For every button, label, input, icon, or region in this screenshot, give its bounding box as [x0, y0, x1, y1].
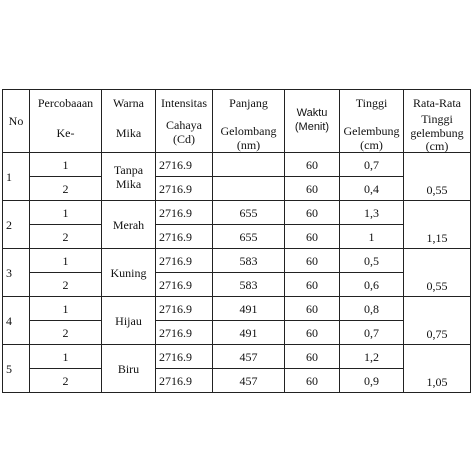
table-row [3, 297, 471, 321]
header-warna-line2: Mika [115, 126, 142, 140]
cell-intensitas: 2716.9 [156, 297, 213, 321]
table-row [3, 249, 471, 273]
cell-rata: 1,15 [404, 201, 471, 249]
cell-panjang: 457 [213, 345, 285, 369]
cell-panjang: 583 [213, 273, 285, 297]
header-rata-line1: Rata-Rata [413, 96, 461, 110]
cell-panjang: 655 [213, 201, 285, 225]
cell-panjang [213, 177, 285, 201]
header-no: No [3, 90, 30, 153]
cell-rata: 1,05 [404, 345, 471, 393]
cell-panjang: 583 [213, 249, 285, 273]
header-rata-line3: gelembung [410, 126, 464, 140]
cell-tinggi: 0,5 [340, 249, 404, 273]
cell-ke: 1 [30, 297, 102, 321]
cell-ke: 2 [30, 273, 102, 297]
cell-ke: 1 [30, 345, 102, 369]
header-rata [404, 90, 471, 153]
header-panjang-line2: Gelombang [220, 124, 277, 138]
cell-waktu: 60 [285, 297, 340, 321]
cell-warna: Biru [102, 345, 156, 393]
cell-no: 5 [3, 345, 30, 393]
header-intensitas-line2: Cahaya [166, 118, 202, 132]
header-tinggi-line3: (cm) [360, 138, 383, 152]
header-intensitas-line3: (Cd) [173, 132, 195, 146]
header-waktu-line2: (Menit) [294, 121, 330, 133]
table-row [3, 225, 471, 249]
cell-intensitas: 2716.9 [156, 249, 213, 273]
cell-waktu: 60 [285, 177, 340, 201]
cell-ke: 2 [30, 369, 102, 393]
cell-rata: 0,55 [404, 249, 471, 297]
cell-panjang: 491 [213, 297, 285, 321]
cell-waktu: 60 [285, 153, 340, 177]
cell-tinggi: 0,6 [340, 273, 404, 297]
cell-waktu: 60 [285, 273, 340, 297]
cell-panjang: 457 [213, 369, 285, 393]
header-intensitas-line1: Intensitas [161, 96, 207, 110]
cell-ke: 1 [30, 153, 102, 177]
cell-tinggi: 0,7 [340, 321, 404, 345]
cell-intensitas: 2716.9 [156, 273, 213, 297]
cell-warna: Merah [102, 201, 156, 249]
cell-waktu: 60 [285, 345, 340, 369]
cell-panjang [213, 153, 285, 177]
cell-intensitas: 2716.9 [156, 225, 213, 249]
header-tinggi-line1: Tinggi [355, 96, 388, 110]
cell-no: 4 [3, 297, 30, 345]
header-panjang-line3: (nm) [236, 138, 261, 152]
cell-tinggi: 0,8 [340, 297, 404, 321]
cell-intensitas: 2716.9 [156, 153, 213, 177]
cell-waktu: 60 [285, 201, 340, 225]
header-row [3, 90, 471, 153]
cell-intensitas: 2716.9 [156, 201, 213, 225]
header-percobaan-line1: Percobaaan [37, 96, 94, 110]
results-table [2, 89, 471, 393]
cell-intensitas: 2716.9 [156, 321, 213, 345]
cell-tinggi: 1,3 [340, 201, 404, 225]
cell-intensitas: 2716.9 [156, 177, 213, 201]
header-warna-line1: Warna [112, 96, 144, 110]
cell-tinggi: 1,2 [340, 345, 404, 369]
cell-waktu: 60 [285, 249, 340, 273]
cell-waktu: 60 [285, 321, 340, 345]
table-row [3, 345, 471, 369]
table-row [3, 153, 471, 177]
table-row [3, 369, 471, 393]
cell-ke: 1 [30, 201, 102, 225]
header-warna [102, 90, 156, 153]
header-tinggi-line2: Gelembung [343, 124, 400, 138]
header-intensitas [156, 90, 213, 153]
cell-panjang: 655 [213, 225, 285, 249]
cell-warna: Kuning [102, 249, 156, 297]
cell-panjang: 491 [213, 321, 285, 345]
cell-rata: 0,75 [404, 297, 471, 345]
header-waktu-line1: Waktu [296, 107, 328, 119]
cell-warna: Tanpa Mika [102, 153, 156, 201]
cell-tinggi: 0,4 [340, 177, 404, 201]
cell-waktu: 60 [285, 369, 340, 393]
cell-waktu: 60 [285, 225, 340, 249]
cell-ke: 2 [30, 225, 102, 249]
cell-ke: 2 [30, 177, 102, 201]
cell-ke: 2 [30, 321, 102, 345]
header-percobaan-line2: Ke- [56, 126, 75, 140]
cell-tinggi: 0,9 [340, 369, 404, 393]
cell-warna: Hijau [102, 297, 156, 345]
cell-intensitas: 2716.9 [156, 345, 213, 369]
header-waktu [285, 90, 340, 153]
header-rata-line2: Tinggi [421, 112, 453, 126]
header-panjang-line1: Panjang [229, 96, 268, 110]
cell-no: 3 [3, 249, 30, 297]
table-row [3, 177, 471, 201]
header-percobaan [30, 90, 102, 153]
table-row [3, 321, 471, 345]
header-panjang [213, 90, 285, 153]
table-row [3, 201, 471, 225]
cell-tinggi: 1 [340, 225, 404, 249]
cell-tinggi: 0,7 [340, 153, 404, 177]
header-tinggi [340, 90, 404, 153]
header-rata-line4: (cm) [425, 139, 449, 153]
cell-no: 2 [3, 201, 30, 249]
table-row [3, 273, 471, 297]
cell-intensitas: 2716.9 [156, 369, 213, 393]
cell-ke: 1 [30, 249, 102, 273]
cell-rata: 0,55 [404, 153, 471, 201]
cell-no: 1 [3, 153, 30, 201]
